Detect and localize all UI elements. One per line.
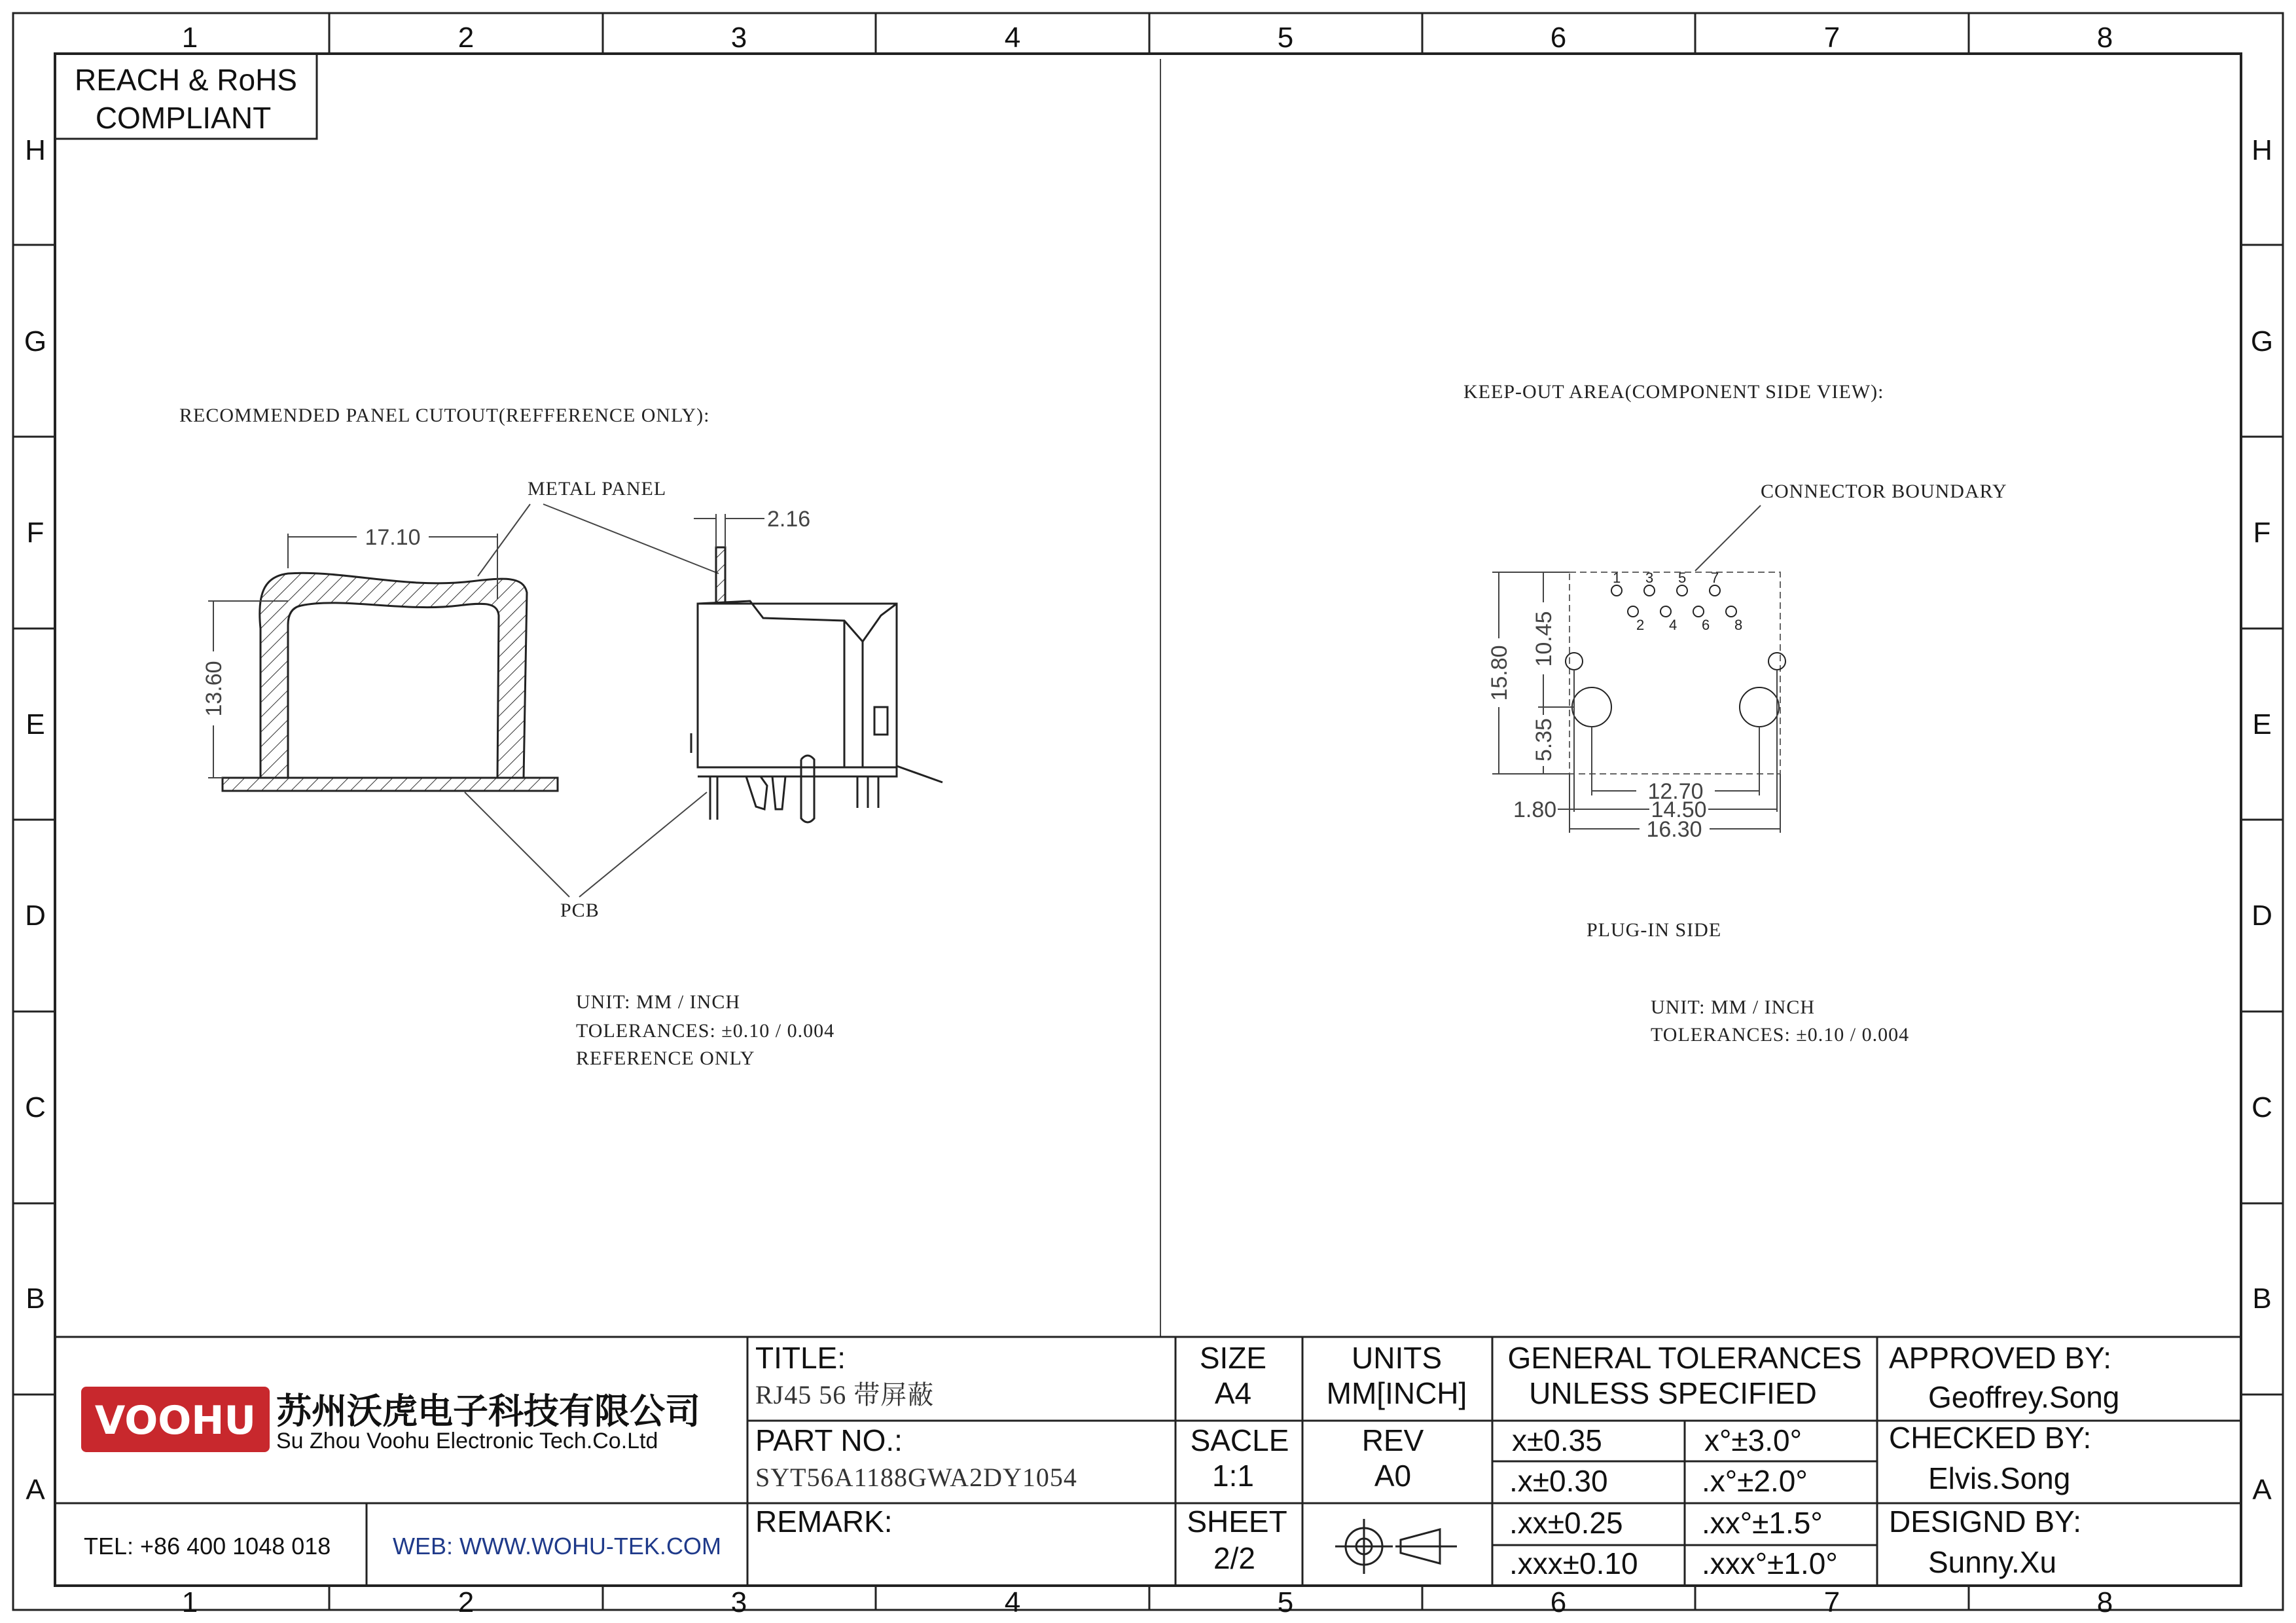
col-label-bottom: 1 — [181, 1586, 198, 1618]
keep-out-view — [1463, 381, 2007, 1046]
part-no-value: SYT56A1188GWA2DY1054 — [755, 1463, 1077, 1492]
title-block — [55, 1337, 2241, 1586]
left-note-tolerances: TOLERANCES: ±0.10 / 0.004 — [576, 1020, 835, 1042]
tol-linear-2: .xx±0.25 — [1509, 1506, 1623, 1540]
pin-6-label: 6 — [1702, 617, 1710, 633]
pin-7-label: 7 — [1711, 570, 1719, 586]
checked-label: CHECKED BY: — [1889, 1421, 2092, 1455]
tol-angular-2: .xx°±1.5° — [1702, 1506, 1823, 1540]
dim-hole-spacing: 12.70 — [1647, 779, 1704, 804]
col-label-top: 4 — [1004, 22, 1021, 54]
approved-label: APPROVED BY: — [1889, 1341, 2112, 1375]
dim-panel-height: 13.60 — [202, 661, 226, 717]
rev-value: A0 — [1374, 1459, 1412, 1493]
part-no-label: PART NO.: — [755, 1423, 903, 1457]
col-label-top: 1 — [181, 22, 198, 54]
row-label-left: G — [24, 325, 47, 357]
panel-cutout-heading: RECOMMENDED PANEL CUTOUT(REFFERENCE ONLY): — [179, 405, 710, 426]
scale-label: SACLE — [1190, 1423, 1289, 1457]
plug-in-side-label: PLUG-IN SIDE — [1587, 919, 1722, 941]
pcb-plate — [223, 778, 558, 791]
approved-value: Geoffrey.Song — [1928, 1380, 2120, 1414]
col-label-bottom: 5 — [1277, 1586, 1294, 1618]
pin-5-label: 5 — [1678, 570, 1687, 586]
third-angle-projection-icon — [1335, 1519, 1457, 1574]
dim-upper-height: 10.45 — [1532, 611, 1556, 667]
size-value: A4 — [1214, 1376, 1252, 1410]
col-label-top: 7 — [1823, 22, 1840, 54]
units-label: UNITS — [1352, 1341, 1442, 1375]
tolerance-title-1: GENERAL TOLERANCES — [1507, 1341, 1862, 1375]
company-name-cn: 苏州沃虎电子科技有限公司 — [276, 1391, 700, 1432]
designed-value: Sunny.Xu — [1928, 1545, 2057, 1579]
web-link[interactable]: WEB: WWW.WOHU-TEK.COM — [393, 1533, 721, 1559]
sheet-label: SHEET — [1187, 1504, 1287, 1539]
row-label-left: H — [25, 134, 46, 166]
row-label-right: G — [2250, 325, 2274, 357]
row-label-left: E — [26, 708, 45, 740]
panel-cutout-view — [179, 405, 942, 1069]
left-note-unit: UNIT: MM / INCH — [576, 991, 741, 1013]
tol-angular-0: x°±3.0° — [1704, 1423, 1802, 1457]
row-label-right: E — [2252, 708, 2272, 740]
col-label-top: 5 — [1277, 22, 1294, 54]
pin-8-label: 8 — [1734, 617, 1743, 633]
tolerance-title-2: UNLESS SPECIFIED — [1529, 1376, 1817, 1410]
compliance-line-2: COMPLIANT — [95, 101, 272, 135]
compliance-line-1: REACH & RoHS — [75, 63, 297, 97]
row-label-right: C — [2251, 1091, 2272, 1123]
dim-panel-width: 17.10 — [365, 525, 421, 550]
dim-total-height: 15.80 — [1487, 645, 1512, 701]
row-label-right: D — [2251, 900, 2272, 932]
col-label-top: 3 — [730, 22, 747, 54]
size-label: SIZE — [1199, 1341, 1267, 1375]
row-label-left: F — [26, 517, 45, 549]
connector-side-view — [691, 547, 942, 822]
col-label-top: 8 — [2096, 22, 2113, 54]
row-label-right: A — [2252, 1474, 2272, 1506]
dim-mid-width: 14.50 — [1651, 797, 1707, 822]
zone-labels — [24, 22, 2273, 1618]
col-label-bottom: 4 — [1004, 1586, 1021, 1618]
scale-value: 1:1 — [1212, 1459, 1254, 1493]
metal-panel-label: METAL PANEL — [528, 478, 667, 500]
col-label-bottom: 8 — [2096, 1586, 2113, 1618]
left-note-reference: REFERENCE ONLY — [576, 1048, 755, 1069]
col-label-bottom: 7 — [1823, 1586, 1840, 1618]
company-name-en: Su Zhou Voohu Electronic Tech.Co.Ltd — [276, 1429, 658, 1453]
pin-4-label: 4 — [1669, 617, 1677, 633]
col-label-bottom: 2 — [457, 1586, 475, 1618]
col-label-bottom: 6 — [1550, 1586, 1567, 1618]
row-label-left: B — [26, 1283, 45, 1315]
dim-offset: 1.80 — [1513, 797, 1557, 822]
dim-lower-height: 5.35 — [1532, 718, 1556, 762]
title-value: RJ45 56 带屏蔽 — [755, 1380, 935, 1410]
units-value: MM[INCH] — [1326, 1376, 1467, 1410]
sheet-value: 2/2 — [1213, 1541, 1255, 1575]
compliance-box — [55, 54, 317, 139]
title-label: TITLE: — [755, 1341, 846, 1375]
dim-total-width: 16.30 — [1646, 817, 1702, 842]
col-label-top: 2 — [457, 22, 475, 54]
row-label-left: D — [25, 900, 46, 932]
tol-angular-1: .x°±2.0° — [1702, 1464, 1808, 1498]
pin-2-label: 2 — [1636, 617, 1645, 633]
tel: TEL: +86 400 1048 018 — [84, 1533, 331, 1559]
row-label-right: H — [2251, 134, 2272, 166]
tol-linear-0: x±0.35 — [1512, 1423, 1602, 1457]
rev-label: REV — [1361, 1423, 1424, 1457]
right-note-unit: UNIT: MM / INCH — [1651, 996, 1816, 1018]
checked-value: Elvis.Song — [1928, 1461, 2071, 1495]
tol-linear-1: .x±0.30 — [1509, 1464, 1608, 1498]
dim-panel-thickness: 2.16 — [767, 507, 811, 532]
remark-label: REMARK: — [755, 1504, 893, 1539]
keep-out-heading: KEEP-OUT AREA(COMPONENT SIDE VIEW): — [1463, 381, 1884, 403]
right-note-tolerances: TOLERANCES: ±0.10 / 0.004 — [1651, 1024, 1910, 1046]
row-label-left: A — [26, 1474, 45, 1506]
pin-1-label: 1 — [1613, 570, 1621, 586]
col-label-bottom: 3 — [730, 1586, 747, 1618]
tol-angular-3: .xxx°±1.0° — [1702, 1546, 1838, 1580]
connector-boundary-label: CONNECTOR BOUNDARY — [1761, 481, 2007, 502]
panel-cutout-outline — [260, 573, 527, 778]
tol-linear-3: .xxx±0.10 — [1509, 1546, 1638, 1580]
row-label-right: B — [2252, 1283, 2272, 1315]
col-label-top: 6 — [1550, 22, 1567, 54]
pcb-label: PCB — [560, 900, 600, 921]
pin-3-label: 3 — [1645, 570, 1654, 586]
designed-label: DESIGND BY: — [1889, 1504, 2081, 1539]
row-label-left: C — [25, 1091, 46, 1123]
logo-text: VOOHU — [94, 1398, 257, 1444]
row-label-right: F — [2253, 517, 2271, 549]
